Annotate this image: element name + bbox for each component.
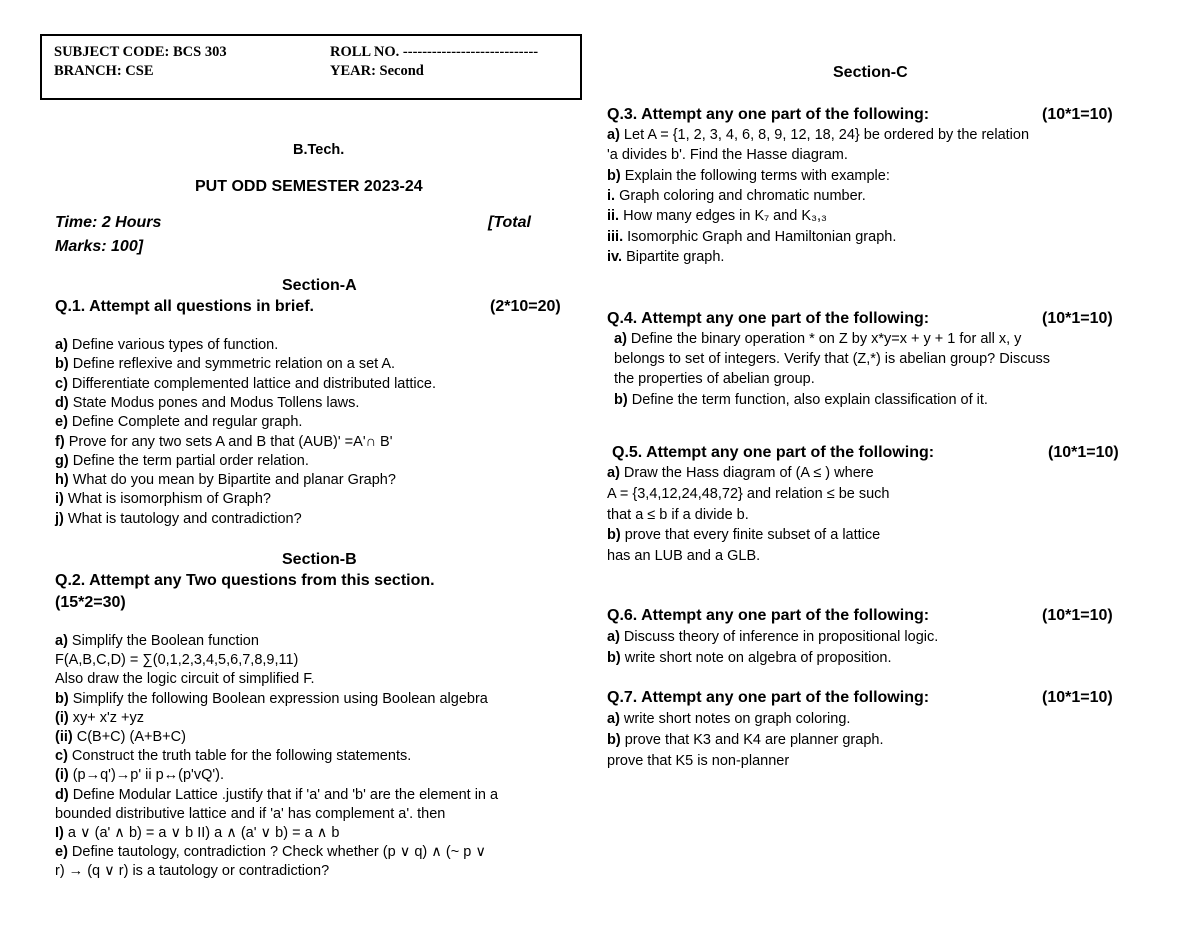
item-label: (i) xyxy=(55,709,69,726)
q6-marks: (10*1=10) xyxy=(1042,607,1113,624)
list-item xyxy=(55,336,278,355)
list-item xyxy=(55,490,271,509)
list-item xyxy=(607,628,938,647)
item-label: iii. xyxy=(607,228,624,245)
list-item xyxy=(607,710,850,729)
list-item xyxy=(55,843,486,862)
q3-marks: (10*1=10) xyxy=(1042,106,1113,123)
list-item xyxy=(55,394,359,413)
item-text: write short notes on graph coloring. xyxy=(619,711,851,727)
item-label: a) xyxy=(614,331,627,347)
item-text: Let A = {1, 2, 3, 4, 6, 8, 9, 12, 18, 24} be ordered by the relation xyxy=(619,127,1030,143)
item-label: g) xyxy=(55,452,69,469)
item-text: What is isomorphism of Graph? xyxy=(63,491,271,508)
exam-time: Time: 2 Hours xyxy=(55,214,162,231)
item-text: How many edges in K₇ and K₃,₃ xyxy=(619,208,827,225)
item-text: Isomorphic Graph and Hamiltonian graph. xyxy=(623,228,897,245)
list-item xyxy=(607,526,880,545)
item-label: b) xyxy=(614,391,628,408)
item-label: I) xyxy=(55,825,64,841)
list-item xyxy=(607,228,896,247)
section-b-title: Section-B xyxy=(282,551,357,568)
list-item xyxy=(55,824,339,843)
list-item xyxy=(55,375,436,394)
item-text: xy+ x'z +yz xyxy=(68,709,144,726)
item-label: a) xyxy=(55,337,68,353)
item-label: c) xyxy=(55,375,68,392)
q4-heading: Q.4. Attempt any one part of the following: xyxy=(607,310,930,327)
list-item xyxy=(55,709,144,728)
section-c-title: Section-C xyxy=(833,64,908,81)
q1-marks: (2*10=20) xyxy=(490,298,561,315)
exam-title: PUT ODD SEMESTER 2023-24 xyxy=(195,178,423,195)
list-item xyxy=(614,370,815,389)
item-text: C(B+C) (A+B+C) xyxy=(72,729,186,745)
item-label: b) xyxy=(607,732,621,748)
list-item xyxy=(55,632,259,651)
item-text: r) → (q ∨ r) is a tautology or contradiction? xyxy=(55,863,330,880)
item-text: A = {3,4,12,24,48,72} and relation ≤ be such xyxy=(607,485,890,502)
item-label: a) xyxy=(607,465,620,481)
exam-marks: Marks: 100] xyxy=(55,238,144,255)
degree: B.Tech. xyxy=(293,142,345,158)
q3-heading: Q.3. Attempt any one part of the following: xyxy=(607,106,930,123)
item-text: Simplify the following Boolean expression using Boolean algebra xyxy=(68,690,488,707)
item-text: 'a divides b'. Find the Hasse diagram. xyxy=(607,147,848,164)
list-item xyxy=(607,207,827,226)
item-text: prove that K5 is non-planner xyxy=(607,753,790,769)
item-text: Construct the truth table for the following statements. xyxy=(67,748,412,765)
item-text: What is tautology and contradiction? xyxy=(63,510,302,527)
item-text: Define various types of function. xyxy=(67,337,279,353)
item-text: write short note on algebra of proposition. xyxy=(620,650,892,666)
item-text: Discuss theory of inference in propositional logic. xyxy=(619,629,939,645)
list-item xyxy=(55,433,392,452)
item-text: prove that every finite subset of a lattice xyxy=(620,527,881,544)
list-item xyxy=(607,146,848,165)
q7-heading: Q.7. Attempt any one part of the following: xyxy=(607,689,930,706)
item-text: Define the binary operation * on Z by x*y=x + y + 1 for all x, y xyxy=(626,331,1022,347)
item-label: b) xyxy=(607,167,621,184)
item-text: F(A,B,C,D) = ∑(0,1,2,3,4,5,6,7,8,9,11) xyxy=(55,652,299,669)
list-item xyxy=(607,731,883,750)
list-item xyxy=(614,350,1050,369)
item-text: Simplify the Boolean function xyxy=(67,633,259,649)
list-item xyxy=(607,547,760,566)
item-text: Define the term partial order relation. xyxy=(68,452,309,469)
item-text: bounded distributive lattice and if 'a' has complement a'. then xyxy=(55,805,446,822)
item-label: i. xyxy=(607,187,616,204)
q4-marks: (10*1=10) xyxy=(1042,310,1113,327)
item-text: Define Complete and regular graph. xyxy=(67,414,303,431)
list-item xyxy=(607,752,789,771)
item-text: What do you mean by Bipartite and planar Graph? xyxy=(68,472,396,489)
item-label: b) xyxy=(607,527,621,544)
item-text: State Modus pones and Modus Tollens laws. xyxy=(68,394,360,411)
item-text: Define the term function, also explain classification of it. xyxy=(627,391,988,408)
branch: BRANCH: CSE xyxy=(54,63,154,79)
item-text: (p→q')→p' ii p↔(p'vQ'). xyxy=(68,767,224,784)
item-label: d) xyxy=(55,786,69,803)
item-label: ii. xyxy=(607,208,620,225)
item-text: that a ≤ b if a divide b. xyxy=(607,506,749,523)
list-item xyxy=(55,670,315,689)
list-item xyxy=(614,330,1021,349)
list-item xyxy=(55,862,329,881)
list-item xyxy=(55,690,488,709)
q6-heading: Q.6. Attempt any one part of the following: xyxy=(607,607,930,624)
list-item xyxy=(55,747,411,766)
list-item xyxy=(607,506,749,525)
item-text: Differentiate complemented lattice and distributed lattice. xyxy=(67,375,436,392)
item-label: j) xyxy=(55,510,64,527)
list-item xyxy=(55,413,302,432)
exam-total: [Total xyxy=(488,214,531,231)
list-item xyxy=(607,187,866,206)
q2-heading: Q.2. Attempt any Two questions from this section. xyxy=(55,572,435,589)
item-label: iv. xyxy=(607,248,623,265)
list-item xyxy=(55,651,298,670)
item-label: b) xyxy=(55,356,69,373)
q5-marks: (10*1=10) xyxy=(1048,444,1119,461)
list-item xyxy=(55,452,309,471)
item-label: e) xyxy=(55,414,68,431)
item-label: a) xyxy=(55,633,68,649)
q1-heading: Q.1. Attempt all questions in brief. xyxy=(55,298,314,315)
item-text: Explain the following terms with example: xyxy=(620,167,890,184)
list-item xyxy=(614,391,988,410)
q2-marks: (15*2=30) xyxy=(55,594,126,611)
list-item xyxy=(607,649,892,668)
item-label: d) xyxy=(55,394,69,411)
item-label: (ii) xyxy=(55,729,73,745)
list-item xyxy=(607,464,874,483)
list-item xyxy=(55,805,445,824)
item-text: has an LUB and a GLB. xyxy=(607,548,761,565)
year: YEAR: Second xyxy=(330,63,424,79)
item-label: a) xyxy=(607,711,620,727)
item-label: b) xyxy=(55,690,69,707)
item-text: Define Modular Lattice .justify that if 'a' and 'b' are the element in a xyxy=(68,786,499,803)
roll-no: ROLL NO. ---------------------------- xyxy=(330,44,539,60)
list-item xyxy=(55,786,498,805)
item-text: Prove for any two sets A and B that (AUB)' =A'∩ B' xyxy=(64,433,393,450)
item-text: Also draw the logic circuit of simplified F. xyxy=(55,671,315,688)
item-text: Define reflexive and symmetric relation on a set A. xyxy=(68,356,396,373)
list-item xyxy=(607,248,724,267)
list-item xyxy=(55,766,224,785)
item-text: a ∨ (a' ∧ b) = a ∨ b II) a ∧ (a' ∨ b) = a ∧ b xyxy=(63,825,340,841)
item-label: h) xyxy=(55,472,69,489)
header-box xyxy=(40,34,582,100)
q7-marks: (10*1=10) xyxy=(1042,689,1113,706)
section-a-title: Section-A xyxy=(282,277,357,294)
item-label: (i) xyxy=(55,767,69,784)
list-item xyxy=(607,485,889,504)
item-label: a) xyxy=(607,127,620,143)
item-text: Bipartite graph. xyxy=(622,248,725,265)
item-label: f) xyxy=(55,433,65,450)
q5-heading: Q.5. Attempt any one part of the following: xyxy=(612,444,935,461)
item-text: Define tautology, contradiction ? Check whether (p ∨ q) ∧ (~ p ∨ xyxy=(67,844,486,861)
list-item xyxy=(55,728,186,747)
item-text: prove that K3 and K4 are planner graph. xyxy=(620,732,884,748)
item-text: belongs to set of integers. Verify that (Z,*) is abelian group? Discuss xyxy=(614,351,1051,368)
list-item xyxy=(55,471,396,490)
item-label: e) xyxy=(55,844,68,861)
list-item xyxy=(607,167,890,186)
item-text: Draw the Hass diagram of (A ≤ ) where xyxy=(619,465,874,481)
list-item xyxy=(55,355,395,374)
list-item xyxy=(607,126,1029,145)
item-text: Graph coloring and chromatic number. xyxy=(615,187,866,204)
item-text: the properties of abelian group. xyxy=(614,371,815,388)
item-label: i) xyxy=(55,491,64,508)
item-label: a) xyxy=(607,629,620,645)
list-item xyxy=(55,510,302,529)
subject-code: SUBJECT CODE: BCS 303 xyxy=(54,44,227,60)
item-label: b) xyxy=(607,650,621,666)
item-label: c) xyxy=(55,748,68,765)
